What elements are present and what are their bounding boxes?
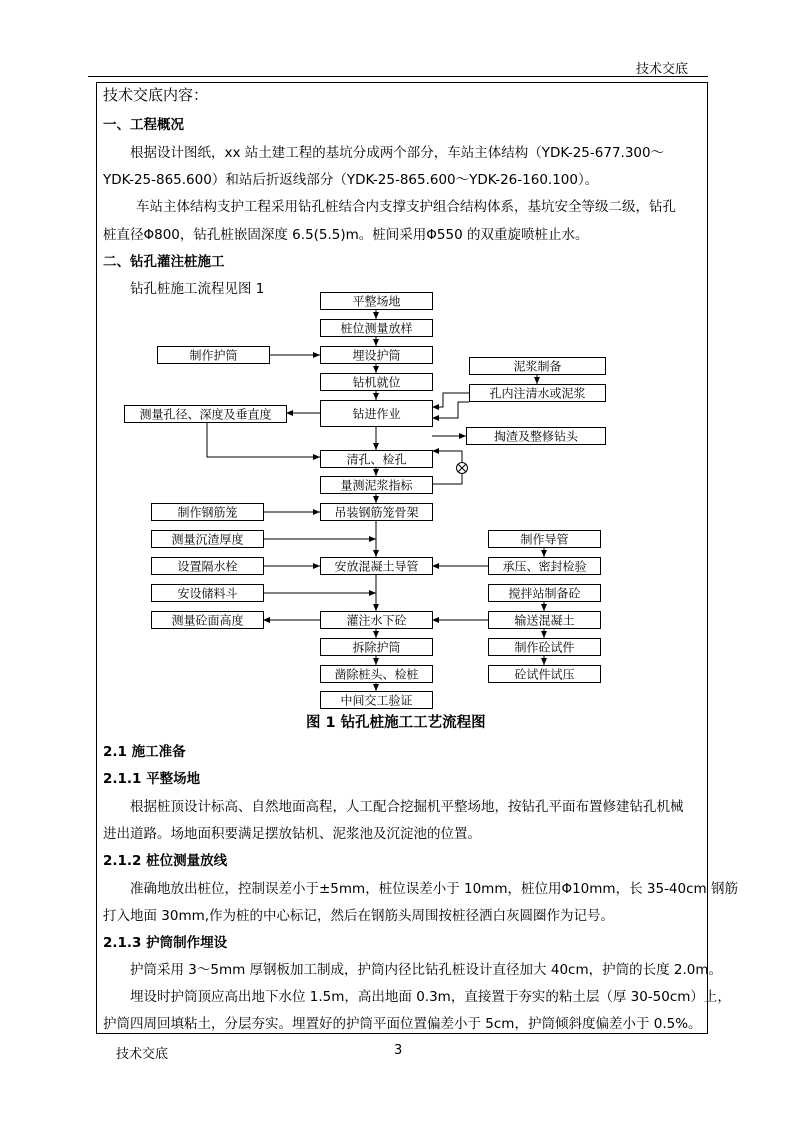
paragraph: 护筒四周回填粘土，分层夯实。埋置好的护筒平面位置偏差小于 5cm，护筒倾斜度偏差小于 0.5%。 [103,1016,702,1032]
section-2-1-title: 2.1 施工准备 [103,744,186,760]
paragraph: 根据桩顶设计标高、自然地面高程，人工配合挖掘机平整场地，按钻孔平面布置修建钻孔机械 [130,799,684,815]
flow-input-label: 测量孔径、深度及垂直度 [139,407,272,422]
flow-input-label: 掏渣及整修钻头 [493,429,579,444]
flow-input-label: 制作砼试件 [514,640,575,655]
page-number: 3 [394,1043,403,1058]
paragraph: 准确地放出桩位，控制误差小于±5mm，桩位误差小于 10mm，桩位用Φ10mm，长 35-40cm 钢筋 [130,881,738,897]
section-1-title: 一、工程概况 [103,117,184,133]
flow-input-label: 制作护筒 [189,348,238,363]
paragraph: YDK-25-865.600）和站后折返线部分（YDK-25-865.600～YDK-26-160.100）。 [103,172,599,188]
flow-input-label: 承压、密封检验 [502,559,587,574]
flow-step-label: 钻机就位 [352,375,401,390]
flow-input-label: 孔内注清水或泥浆 [489,386,586,401]
flow-step-label: 埋设护筒 [352,348,401,363]
flow-input-label: 设置隔水栓 [177,559,238,574]
flow-input-label: 制作导管 [520,532,569,547]
flow-input-label: 测量沉渣厚度 [171,532,244,547]
flow-connector [432,402,469,418]
flow-step-label: 平整场地 [352,294,401,309]
section-2-1-2-title: 2.1.2 桩位测量放线 [103,853,228,869]
content-label: 技术交底内容： [103,86,209,104]
flow-step-label: 安放混凝土导管 [334,559,419,574]
section-2-title: 二、钻孔灌注桩施工 [103,254,225,270]
flow-step-label: 灌注水下砼 [346,613,407,628]
flow-connector [432,393,469,407]
paragraph: 桩直径Φ800，钻孔桩嵌固深度 6.5(5.5)m。桩间采用Φ550 的双重旋喷桩止水。 [103,227,589,243]
flow-input-label: 安设储料斗 [177,586,238,601]
paragraph: 车站主体结构支护工程采用钻孔桩结合内支撑支护组合结构体系，基坑安全等级二级，钻孔 [136,199,676,215]
paragraph: 护筒采用 3～5mm 厚钢板加工制成，护筒内径比钻孔桩设计直径加大 40cm，护筒的长度 2.0m。 [130,962,723,978]
flow-step-label: 凿除桩头、检桩 [334,667,419,682]
flow-connector [432,451,462,462]
valve-symbol [457,463,468,474]
footer-label: 技术交底 [116,1047,169,1062]
figure-caption: 图 1 钻孔桩施工工艺流程图 [306,715,486,731]
flow-step-label: 中间交工验证 [340,693,413,708]
flow-input-label: 制作钢筋笼 [177,505,238,520]
paragraph: 打入地面 30mm,作为桩的中心标记，然后在钢筋头周围按桩径洒白灰圆圈作为记号。 [103,908,615,924]
flow-input-label: 测量砼面高度 [171,613,244,628]
flow-step-label: 拆除护筒 [352,640,401,655]
header-title: 技术交底 [636,62,689,77]
flow-connector [207,422,320,457]
flow-connector [432,474,462,484]
section-2-1-3-title: 2.1.3 护筒制作埋设 [103,935,228,951]
section-2-1-1-title: 2.1.1 平整场地 [103,771,201,787]
flow-step-label: 桩位测量放样 [340,321,413,336]
flow-input-label: 泥浆制备 [513,359,562,374]
flow-step-label: 钻进作业 [352,407,401,421]
paragraph: 进出道路。场地面积要满足摆放钻机、泥浆池及沉淀池的位置。 [103,826,481,842]
flow-input-label: 输送混凝土 [514,613,575,628]
paragraph: 埋设时护筒顶应高出地下水位 1.5m，高出地面 0.3m，直接置于夯实的粘土层（厚 30-50cm）上， [130,989,731,1005]
flow-step-label: 清孔、检孔 [346,452,407,467]
paragraph: 钻孔桩施工流程见图 1 [130,281,265,297]
flow-step-label: 量测泥浆指标 [340,478,413,493]
flow-input-label: 搅拌站制备砼 [508,586,581,601]
flow-input-label: 砼试件试压 [514,667,575,682]
paragraph: 根据设计图纸，xx 站土建工程的基坑分成两个部分，车站主体结构（YDK-25-677.300～ [130,145,665,161]
flow-step-label: 吊装钢筋笼骨架 [334,505,419,520]
